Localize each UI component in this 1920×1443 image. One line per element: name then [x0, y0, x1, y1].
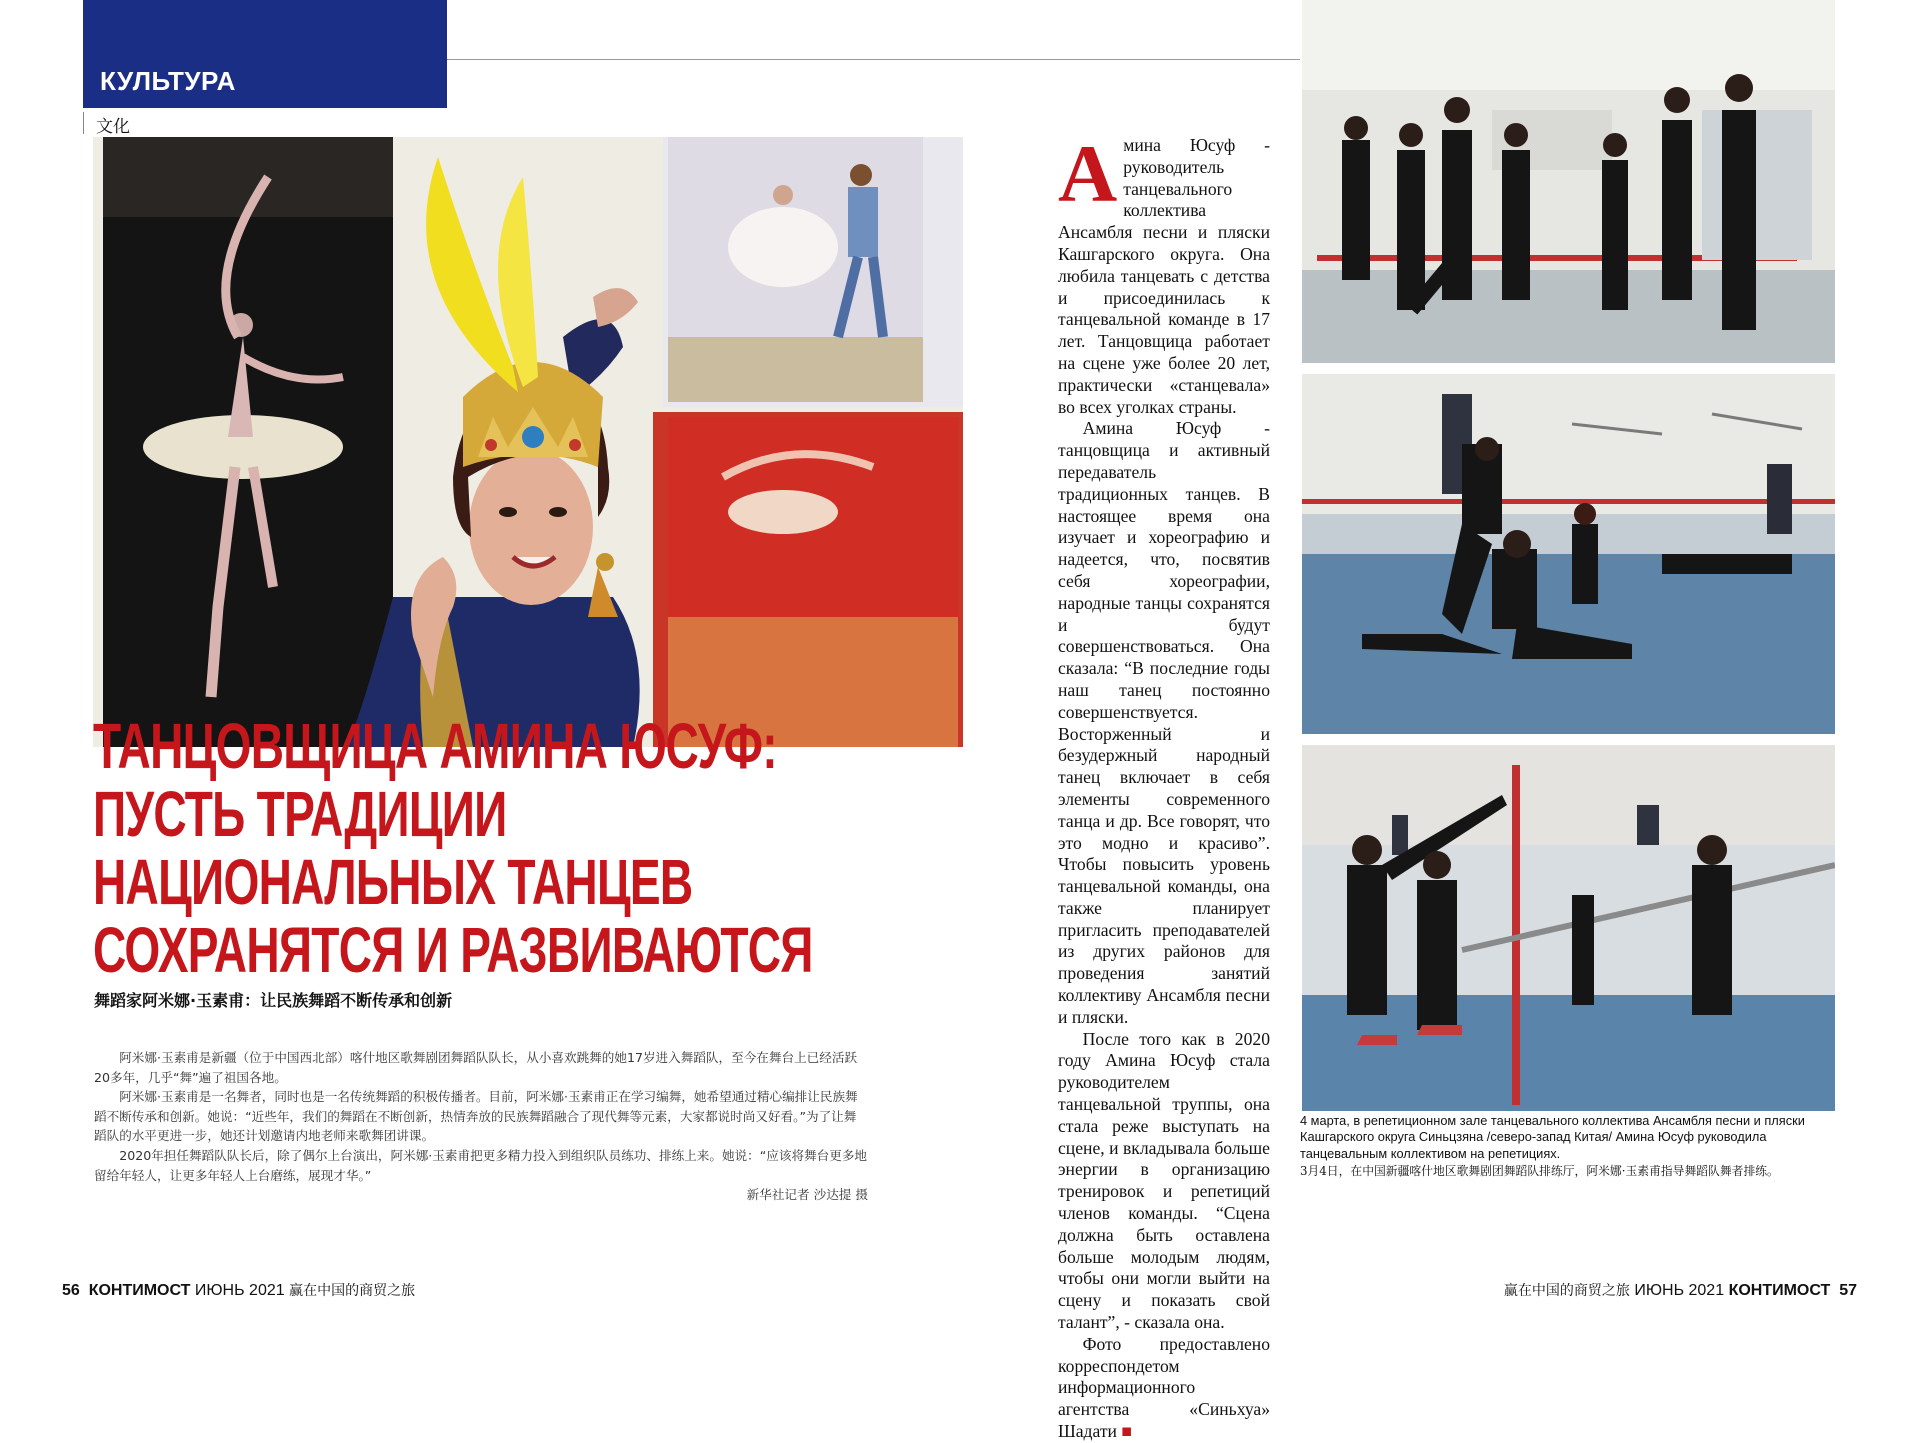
rehearsal-photo-2 — [1302, 374, 1835, 734]
ru-paragraph-4: Фото предоставлено корреспондетом информационного агентства «Синьхуа» Шадати — [1058, 1333, 1270, 1442]
cn-paragraph-2: 阿米娜·玉素甫是一名舞者，同时也是一名传统舞蹈的积极传播者。目前，阿米娜·玉素甫正在学习编舞，她希望通过精心编排让民族舞蹈不断传承和创新。她说：“近些年，我们的舞蹈在不断创新，热情奔放的民族舞蹈融合了现代舞等元素，大家都说时尚又好看。”为了让舞蹈队的水平更进一步，她还计划邀请内地老师来歌舞团讲课。 — [94, 1089, 858, 1144]
rehearsal-photo-2-illustration — [1302, 374, 1835, 734]
page-number-left: 56 — [62, 1282, 80, 1299]
page-number-right: 57 — [1839, 1282, 1857, 1299]
photo-caption-ru: 4 марта, в репетиционном зале танцевального коллектива Ансамбля песни и пляски Кашгарского округа Синьцзяна /северо-запад Китая/ Амина Юсуф руководила танцевальным коллективом на репетициях. — [1300, 1113, 1805, 1161]
cn-paragraph-1: 阿米娜·玉素甫是新疆（位于中国西北部）喀什地区歌舞剧团舞蹈队队长，从小喜欢跳舞的她17岁进入舞蹈队，至今在舞台上已经活跃20多年，几乎“舞”遍了祖国各地。 — [94, 1050, 858, 1085]
headline-line-4: СОХРАНЯТСЯ И РАЗВИВАЮТСЯ — [93, 914, 813, 986]
ru-paragraph-2: Амина Юсуф - танцовщица и активный передаватель традиционных танцев. В настоящее время она изучает и хореографию и надеется, что, посвятив себя хореографии, народные танцы сохранятся и будут совершенствоваться. Она сказала: “В последние годы наш танец постоянно совершенствуется. Восторженный и безудержный народный танец включает в себя элементы современного танца и др. Все говорят, что это модно и красиво”. Чтобы повысить уровень танцевальной команды, она также планирует пригласить преподавателей из других районов для проведения занятий коллективу Ансамбля песни и пляски. — [1058, 418, 1270, 1027]
header-rule — [447, 59, 1300, 60]
section-cn-rule — [83, 112, 84, 134]
cn-paragraph-3: 2020年担任舞蹈队队长后，除了偶尔上台演出，阿米娜·玉素甫把更多精力投入到组织队员练功、排练上来。她说：“应该将舞台更多地留给年轻人，让更多年轻人上台磨练，展现才华。” — [94, 1147, 868, 1183]
russian-article-body — [1058, 128, 1270, 1443]
ru-paragraph-3: После того как в 2020 году Амина Юсуф стала руководителем танцевальной труппы, она стала реже выступать на сцене, и вкладывала больше энергии в организацию тренировок и репетиций членов команды. “Сцена должна быть оставлена больше молодым людям, чтобы они могли выйти на сцену и показать свой талант”, - сказала она. — [1058, 1028, 1270, 1333]
subtitle-cn: 舞蹈家阿米娜·玉素甫：让民族舞蹈不断传承和创新 — [94, 991, 453, 1010]
cn-photo-credit: 新华社记者 沙达提 摄 — [746, 1187, 868, 1203]
hero-photo-illustration — [93, 137, 963, 747]
rehearsal-photo-1-illustration — [1302, 0, 1835, 363]
issue-right: ИЮНЬ 2021 — [1634, 1282, 1725, 1299]
section-label: КУЛЬТУРА — [100, 66, 236, 96]
rehearsal-photo-1 — [1302, 0, 1835, 363]
photo-caption-cn: 3月4日，在中国新疆喀什地区歌舞剧团舞蹈队排练厅，阿米娜·玉素甫指导舞蹈队舞者排练。 — [1300, 1164, 1779, 1178]
footer-right — [1504, 1280, 1857, 1300]
drop-cap: А — [1058, 128, 1118, 219]
headline-line-3: НАЦИОНАЛЬНЫХ ТАНЦЕВ — [93, 846, 693, 918]
magazine-name-left: КОНТИМОСТ — [88, 1282, 191, 1299]
headline-line-1: ТАНЦОВЩИЦА АМИНА ЮСУФ: — [93, 710, 777, 782]
section-label-cn: 文化 — [96, 117, 130, 137]
issue-left: ИЮНЬ 2021 — [194, 1282, 285, 1299]
magazine-name-right: КОНТИМОСТ — [1728, 1282, 1831, 1299]
ru-paragraph-1: мина Юсуф - руководитель танцевального коллектива Ансамбля песни и пляски Кашгарского округа. Она любила танцевать с детства и присоединилась к танцевальной команде в 17 лет. Танцовщица работает на сцене уже более 20 лет, практически «станцевала» во всех уголках страны. — [1058, 135, 1270, 417]
slogan-cn-left: 赢在中国的商贸之旅 — [289, 1283, 416, 1299]
headline — [93, 710, 813, 986]
slogan-cn-right: 赢在中国的商贸之旅 — [1503, 1283, 1630, 1299]
rehearsal-photo-3 — [1302, 745, 1835, 1111]
end-mark: ■ — [1121, 1421, 1133, 1442]
headline-line-2: ПУСТЬ ТРАДИЦИИ — [93, 778, 507, 850]
chinese-article-body — [94, 1048, 868, 1205]
footer-left — [62, 1280, 415, 1300]
hero-photo — [93, 137, 963, 747]
rehearsal-photo-3-illustration — [1302, 745, 1835, 1111]
